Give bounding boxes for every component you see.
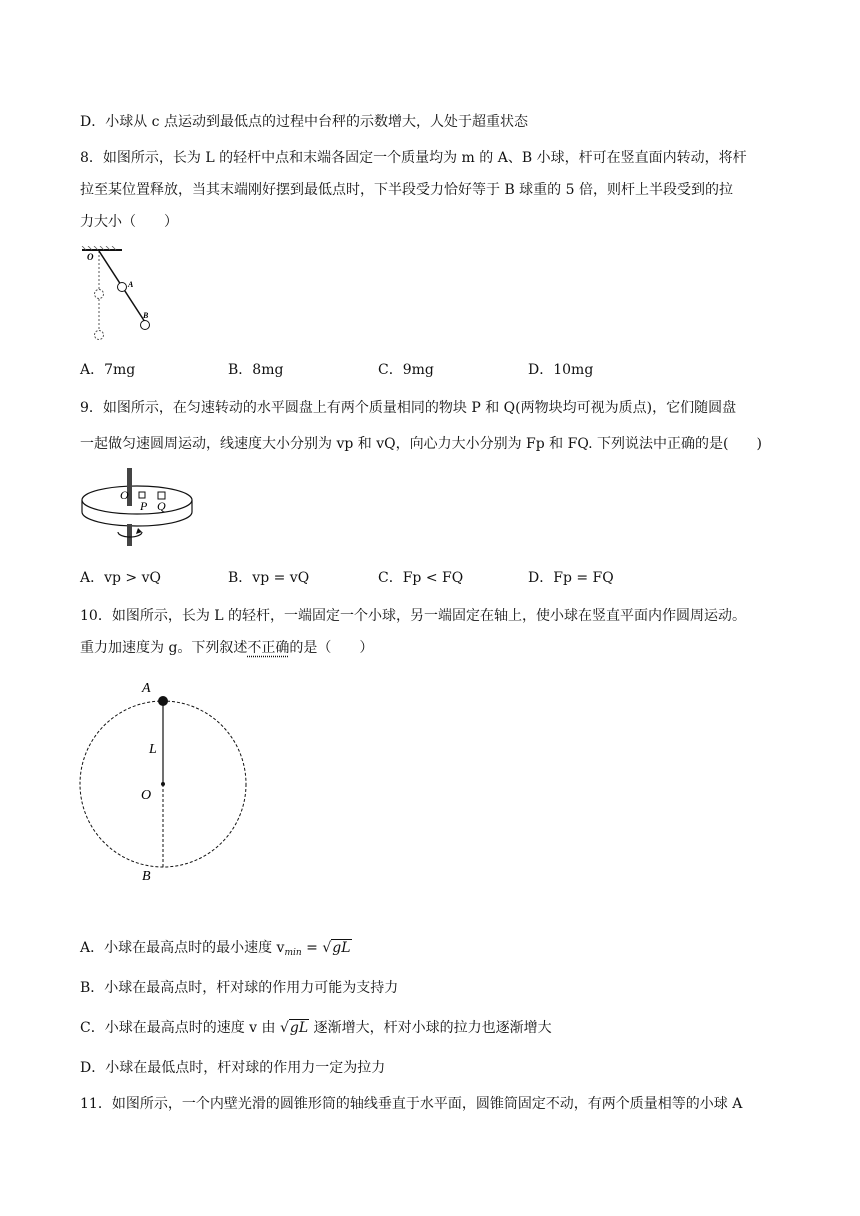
q10-option-a xyxy=(80,938,352,963)
q9-option-d: D．Fp = FQ xyxy=(528,570,614,586)
q8-label-o: O xyxy=(87,252,94,262)
q9-label-q: Q xyxy=(157,499,166,513)
q8-ball-b xyxy=(141,321,150,330)
q9-disk xyxy=(82,486,192,514)
q10-stem-post: 的是（ ） xyxy=(289,640,374,656)
q9-block-q xyxy=(158,492,165,499)
q10-option-c-sqrt: √gL xyxy=(279,1020,309,1036)
q10-option-a-sqrt: √gL xyxy=(322,940,351,956)
q9-option-c: C．Fp < FQ xyxy=(378,570,464,586)
q9-stem-line2: 一起做匀速圆周运动，线速度大小分别为 vp 和 vQ，向心力大小分别为 Fp 和 FQ. 下列说法中正确的是( ) xyxy=(80,436,762,452)
q10-option-c-text: C．小球在最高点时的速度 v 由 xyxy=(80,1020,280,1036)
q10-stem-pre: 重力加速度为 g。下列叙述 xyxy=(80,640,248,656)
q9-option-b: B．vp = vQ xyxy=(228,570,310,586)
q10-option-d: D．小球在最低点时，杆对球的作用力一定为拉力 xyxy=(80,1060,386,1076)
q9-stem-line1: 9．如图所示，在匀速转动的水平圆盘上有两个质量相同的物块 P 和 Q(两物块均可视为质点)，它们随圆盘 xyxy=(80,400,737,416)
q8-option-a: A．7mg xyxy=(80,362,136,378)
q8-pendulum-figure xyxy=(78,246,168,346)
q8-option-d: D．10mg xyxy=(528,362,594,378)
q10-stem-line1: 10．如图所示，长为 L 的轻杆，一端固定一个小球，另一端固定在轴上，使小球在竖直平面内作圆周运动。 xyxy=(80,608,747,624)
q8-ball-a xyxy=(118,283,127,292)
q8-option-c: C．9mg xyxy=(378,362,434,378)
q10-option-a-sub: min xyxy=(284,948,302,958)
q10-option-a-eq: = xyxy=(301,940,323,956)
q10-option-a-text: A．小球在最高点时的最小速度 v xyxy=(80,940,285,956)
q10-ball xyxy=(158,696,168,706)
q11-stem-line1: 11．如图所示，一个内壁光滑的圆锥形筒的轴线垂直于水平面，圆锥筒固定不动，有两个质量相等的小球 A xyxy=(80,1096,743,1112)
q10-label-a: A xyxy=(142,681,151,696)
q8-stem-line1: 8．如图所示，长为 L 的轻杆中点和末端各固定一个质量均为 m 的 A、B 小球，杆可在竖直面内转动，将杆 xyxy=(80,150,747,166)
q8-stem-line3: 力大小（ ） xyxy=(80,214,178,230)
q7-option-d: D．小球从 c 点运动到最低点的过程中台秤的示数增大，人处于超重状态 xyxy=(80,114,528,130)
q10-option-c-radicand: gL xyxy=(289,1020,309,1036)
q9-turntable-figure xyxy=(78,466,198,552)
q8-option-b: B．8mg xyxy=(228,362,284,378)
q10-option-b: B．小球在最高点时，杆对球的作用力可能为支持力 xyxy=(80,980,399,996)
q10-axis-point xyxy=(161,782,165,786)
q10-option-c xyxy=(80,1018,552,1038)
q8-label-a: A xyxy=(128,280,134,289)
q10-stem-emphasis: 不正确 xyxy=(247,640,290,656)
q8-ball-b-dashed xyxy=(95,331,104,340)
q10-label-l: L xyxy=(149,742,157,757)
q10-option-a-radicand: gL xyxy=(332,940,351,956)
q9-label-p: P xyxy=(140,499,148,513)
q10-stem-line2 xyxy=(80,638,373,658)
q8-stem-line2: 拉至某位置释放，当其末端刚好摆到最低点时，下半段受力恰好等于 B 球重的 5 倍，则杆上半段受到的拉 xyxy=(80,182,733,198)
q10-circle-figure xyxy=(76,674,256,886)
q9-option-a: A．vp > vQ xyxy=(80,570,161,586)
q10-label-o: O xyxy=(141,788,152,803)
q8-ball-a-dashed xyxy=(95,290,104,299)
q9-label-o: O xyxy=(120,488,129,502)
q9-block-p xyxy=(139,492,145,498)
q10-label-b: B xyxy=(142,869,151,884)
q8-label-b: B xyxy=(143,311,149,320)
q10-option-c-post: 逐渐增大，杆对小球的拉力也逐渐增大 xyxy=(309,1020,552,1036)
